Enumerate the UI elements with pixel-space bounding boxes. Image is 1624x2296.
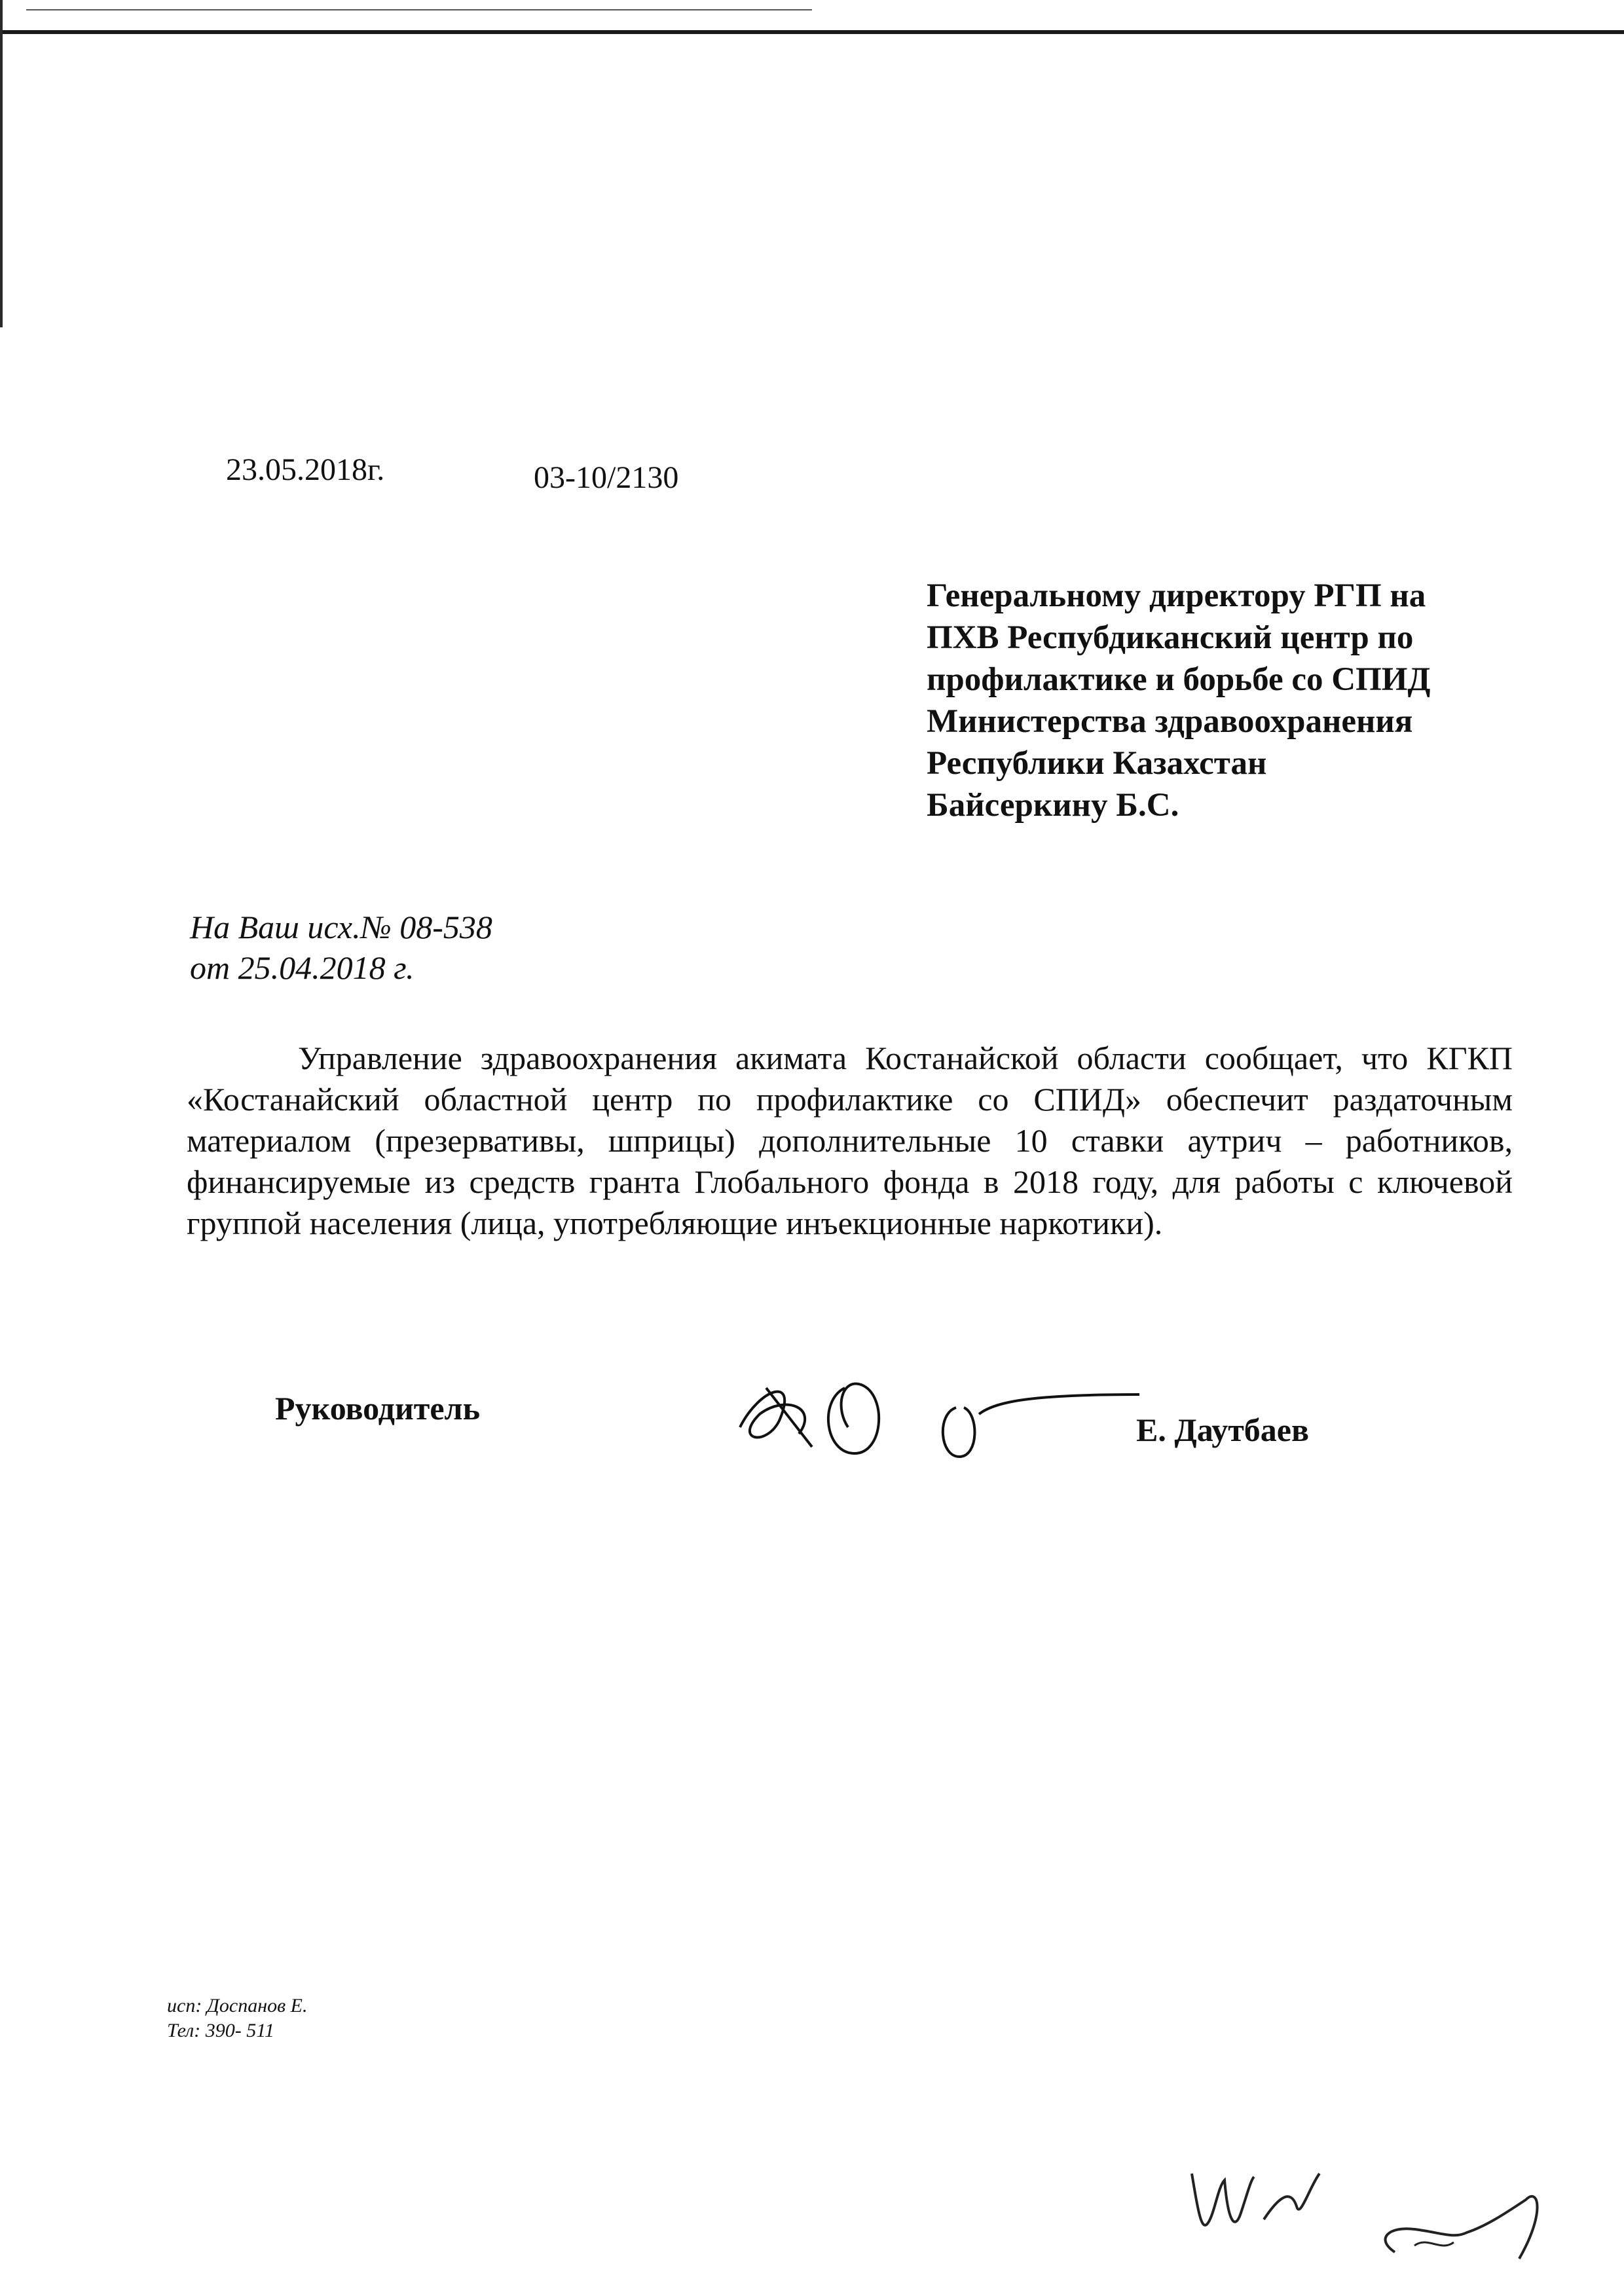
signature-image xyxy=(720,1349,1146,1460)
executor-name: исп: Доспанов Е. xyxy=(167,1995,308,2016)
scan-edge-line xyxy=(26,9,812,10)
addressee-line: Министерства здравоохранения xyxy=(927,703,1413,740)
letter-date: 23.05.2018г. xyxy=(226,452,385,487)
reference-line: от 25.04.2018 г. xyxy=(190,949,415,986)
signer-name: Е. Даутбаев xyxy=(1136,1412,1309,1448)
addressee-line: Байсеркину Б.С. xyxy=(927,787,1179,824)
executor-block xyxy=(167,1994,307,2043)
addressee-line: профилактике и борьбе со СПИД xyxy=(927,661,1431,698)
letter-body: Управление здравоохранения акимата Костанайской области сообщает, что КГКП «Костанайский областной центр по профилактике со СПИД» обеспечит раздаточным материалом (презервативы, шприцы) дополнительные 10 ставки аутрич – работников, финансируемые из средств гранта Глобального фонда в 2018 году, для работы с ключевой группой населения (лица, употребляющие инъекционные наркотики). xyxy=(187,1040,1513,1241)
reference-block xyxy=(190,907,492,988)
outgoing-number: 03-10/2130 xyxy=(534,460,679,495)
addressee-line: Республики Казахстан xyxy=(927,745,1267,782)
addressee-block xyxy=(927,575,1536,826)
scan-edge-line xyxy=(0,30,1624,34)
addressee-line: Генеральному директору РГП на xyxy=(927,577,1426,614)
handwritten-note-image xyxy=(1179,2160,1572,2285)
executor-phone: Тел: 390- 511 xyxy=(167,2020,275,2041)
addressee-line: ПХВ Респубдиканский центр по xyxy=(927,619,1414,656)
scan-edge-line xyxy=(0,0,3,327)
signer-title: Руководитель xyxy=(275,1390,481,1427)
reference-line: На Ваш исх.№ 08-538 xyxy=(190,909,492,945)
